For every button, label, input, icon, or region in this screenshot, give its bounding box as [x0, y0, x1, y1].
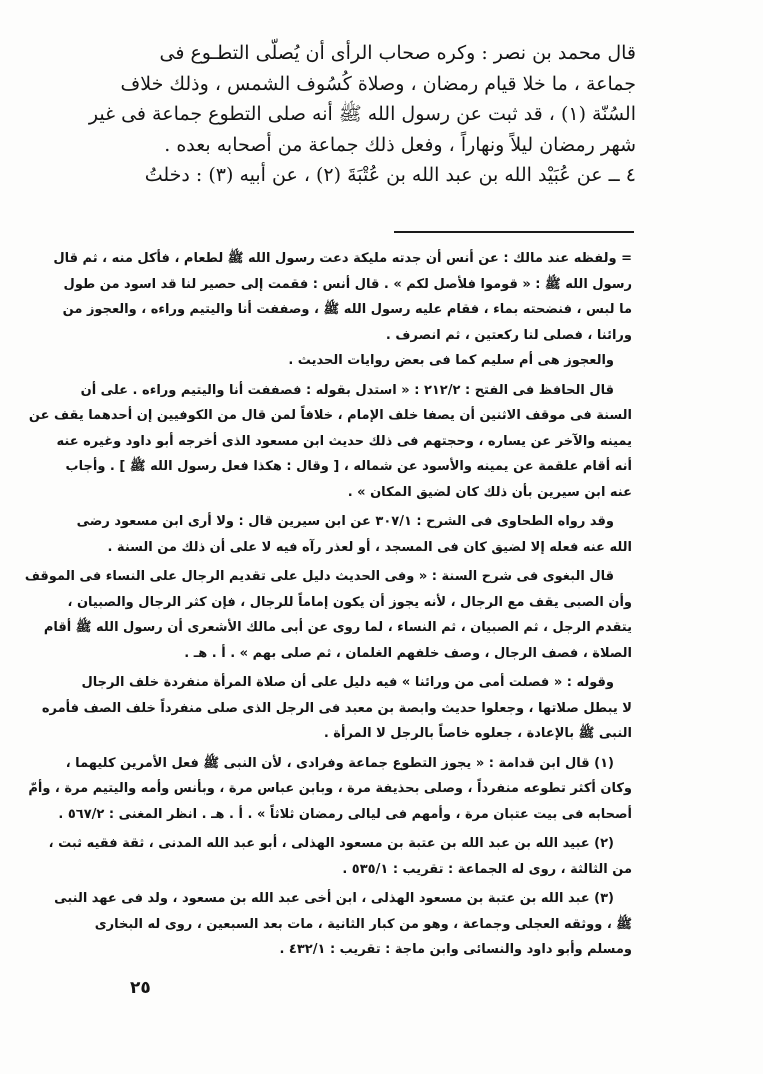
main-text-line: جماعة ، ما خلا قيام رمضان ، وصلاة كُسُوف الشمس ، وذلك خلاف [120, 72, 636, 95]
main-text-line: شهر رمضان ليلاً ونهاراً ، وفعل ذلك جماعة من أصحابه بعده . [164, 133, 636, 156]
footnote-line: (٣) عبد الله بن عتبة بن مسعود الهذلى ، ابن أخى عبد الله بن مسعود ، ولد فى عهد النبى [54, 891, 614, 906]
footnote-continuation [53, 246, 632, 374]
footnote-line: الصلاة ، فصف الرجال ، وصف خلفهم الغلمان ، ثم صلى بهم » . أ . هـ . [184, 645, 632, 661]
main-text-line: ٤ ــ عن عُبَيْد الله بن عبد الله بن عُتْبَةَ (٢) ، عن أبيه (٣) : دخلتُ [144, 164, 636, 186]
footnote-line: (١) قال ابن قدامة : « يجوز التطوع جماعة وفرادى ، لأن النبى ﷺ فعل الأمرين كليهما ، [65, 755, 614, 771]
footnote-line: النبى ﷺ بالإعادة ، جعلوه خاصاً بالرجل لا المرأة . [323, 726, 632, 741]
main-text-line: السُنّة (١) ، قد ثبت عن رسول الله ﷺ أنه صلى التطوع جماعة فى غير [88, 103, 636, 125]
footnote-2 [48, 831, 632, 882]
footnote-line: ورائنا ، فصلى لنا ركعتين ، ثم انصرف . [385, 327, 632, 343]
footnote-line: لا يبطل صلاتها ، وجعلوا حديث وابصة بن معبد فى الرجل الذى صلى منفرداً خلف الصف فأمره [41, 700, 632, 716]
footnote-paragraph-tahawi [76, 509, 632, 560]
footnotes [24, 246, 632, 967]
footnote-line: يتقدم الرجل ، ثم الصبيان ، ثم النساء ، لما روى عن أبى مالك الأشعرى أن رسول الله ﷺ أقام [43, 620, 632, 635]
footnote-line: وكان أكثر تطوعه منفرداً ، وصلى بحذيفة مرة ، وبابن عباس مرة ، وبأنس وأمه واليتيم مرة ، وأمّ [28, 781, 632, 796]
footnote-line: وقد رواه الطحاوى فى الشرح : ٣٠٧/١ عن ابن سيرين قال : ولا أرى ابن مسعود رضى [76, 514, 614, 529]
footnote-line: وأن الصبى يقف مع الرجال ، لأنه يجوز أن يكون إماماً للرجال ، فإن كثر الرجال والصبيان ، [67, 594, 632, 610]
footnote-separator [394, 231, 634, 233]
footnote-paragraph-baghawi [24, 564, 632, 666]
footnote-1 [28, 751, 632, 828]
footnote-line: وقوله : « فصلت أمى من ورائنا » فيه دليل على أن صلاة المرأة منفردة خلف الرجال [81, 675, 614, 690]
main-text [88, 38, 636, 191]
footnote-line: ومسلم وأبو داود والنسائى وابن ماجة : تقريب : ٤٣٢/١ . [279, 942, 632, 957]
footnote-line: (٢) عبيد الله بن عبد الله بن عتبة بن مسعود الهذلى ، أبو عبد الله المدنى ، ثقة فقيه ثبت ، [48, 836, 614, 851]
footnote-line: السنة فى موقف الاثنين أن يصفا خلف الإمام ، خلافاً لمن قال من الكوفيين إن أحدهما يقف عن [28, 408, 632, 423]
footnote-line: ما لبس ، فنضحته بماء ، فقام عليه رسول الله ﷺ ، وصففت أنا واليتيم وراءه ، والعجوز من [62, 302, 632, 317]
footnote-line: قال البغوى فى شرح السنة : « وفى الحديث دليل على تقديم الرجال على النساء فى الموقف [24, 569, 614, 584]
footnote-line: يمينه والآخر عن يساره ، وحجتهم فى ذلك حديث ابن مسعود الذى أخرجه أبو داود وغيره عنه [56, 433, 632, 449]
footnote-line: قال الحافظ فى الفتح : ٢١٢/٢ : « استدل بقوله : فصففت أنا واليتيم وراءه . على أن [80, 382, 614, 398]
footnote-line: أنه أقام علقمة عن يمينه والأسود عن شماله ، [ وقال : هكذا فعل رسول الله ﷺ ] . وأجاب [65, 459, 632, 474]
footnote-paragraph-qawluhu [41, 670, 632, 747]
page-number: ٢٥ [130, 978, 151, 998]
footnote-line: رسول الله ﷺ : « قوموا فلأصل لكم » . قال أنس : فقمت إلى حصير لنا قد اسود من طول [63, 276, 632, 292]
main-text-line: قال محمد بن نصر : وكره صحاب الرأى أن يُصلّى التطـوع فى [159, 42, 636, 64]
footnote-paragraph-fath [28, 378, 632, 506]
footnote-line: = ولفظه عند مالك : عن أنس أن جدته مليكة دعت رسول الله ﷺ لطعام ، فأكل منه ، ثم قال [53, 251, 632, 266]
footnote-line: الله عنه فعله إلا لضيق كان فى المسجد ، أو لعذر رآه فيه لا على أن ذلك من السنة . [107, 539, 632, 555]
footnote-line: عنه ابن سيرين بأن ذلك كان لضيق المكان » . [347, 484, 632, 500]
footnote-line: والعجوز هى أم سليم كما فى بعض روايات الحديث . [288, 353, 614, 368]
footnote-line: من الثالثة ، روى له الجماعة : تقريب : ٥٣٥/١ . [342, 861, 632, 877]
footnote-line: أصحابه فى بيت عتبان مرة ، وأمهم فى ليالى رمضان ثلاثاً » . أ . هـ . انظر المغنى : ٥٦٧/٢ . [58, 806, 632, 822]
footnote-3 [54, 886, 632, 963]
footnote-line: ﷺ ، ووثقه العجلى وجماعة ، وهو من كبار الثانية ، مات بعد السبعين ، روى له البخارى [94, 916, 632, 932]
